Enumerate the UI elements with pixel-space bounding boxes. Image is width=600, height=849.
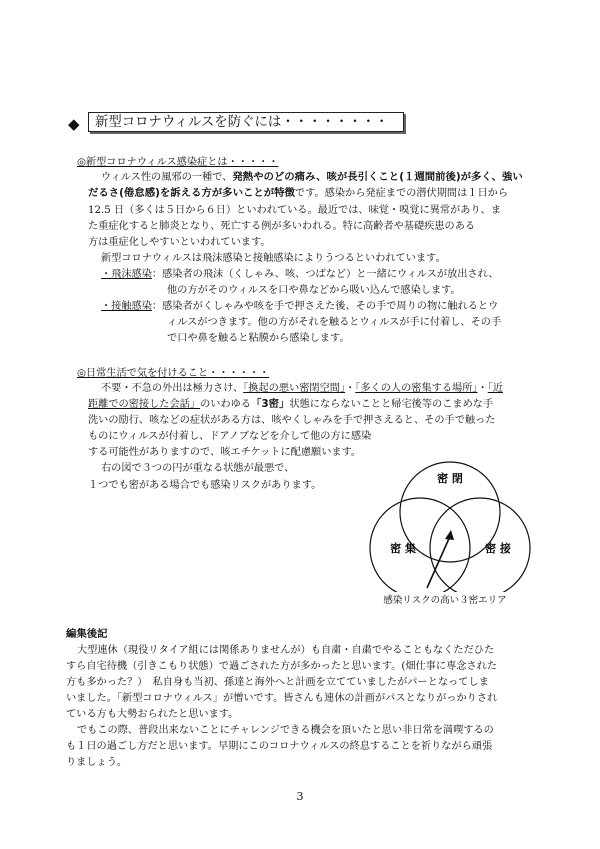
label-close-contact: 密 接 [485, 542, 511, 555]
section2-line-3: 洗いの励行、咳などの症状がある方は、咳やくしゃみを手で押さえると、その手で触った [88, 415, 496, 426]
text-span: 状態にならないことと帰宅後等のこまめな手 [289, 399, 494, 410]
droplet-line-2: 他の方がそのウィルスを口や鼻などから吸い込んで感染します。 [167, 285, 461, 296]
postscript-line-1: 大型連休（現役リタイア組には関係ありませんが）も自粛・自粛でやることもなくただひた [77, 645, 495, 656]
section1-line-2 [88, 186, 508, 201]
circle-crowded [370, 498, 470, 598]
postscript-heading: 編集後記 [66, 628, 108, 640]
title-marker: ◆ [68, 115, 80, 133]
text-span: ：感染者がくしゃみや咳を手で押さえた後、その手で周りの物に触れるとウ [151, 301, 499, 312]
section2-heading: ◎日常生活で気を付けること・・・・・・ [77, 368, 270, 379]
postscript-line-7: も１日の過ごし方だと思います。早期にこのコロナウィルスの終息することを祈りながら頑張 [66, 741, 493, 752]
droplet-infection [101, 267, 499, 282]
contact-line-3: で口や鼻を触ると粘膜から感染します。 [167, 333, 350, 344]
text-span: ・ [477, 383, 488, 394]
section1-line-1 [101, 170, 523, 185]
text-span: 不要・不急の外出は極力さけ、 [101, 383, 244, 394]
three-c-venn-diagram [365, 460, 550, 610]
postscript-line-3: 方も多かった？） 私自身も当初、孫達と海外へと計画を立てていましたがパーとなってしま [66, 677, 489, 688]
text-span: ウィルス性の風邪の一種で、 [101, 172, 233, 183]
closed-space-phrase: 「換起の悪い密閉空間」 [243, 383, 346, 394]
close-contact-phrase: 「近 [487, 383, 503, 394]
label-crowded: 密 集 [390, 542, 416, 555]
symptom-highlight: だるさ(倦怠感)を訴える方が多いことが特徴 [88, 187, 295, 199]
pointer-arrow-head [445, 530, 454, 540]
close-contact-phrase: 距離での密接した会話」 [88, 399, 201, 410]
section2-line-4: ものにウィルスが付着し、ドアノブなどを介して他の方に感染 [88, 431, 372, 442]
three-c-term: 「3密」 [251, 398, 290, 410]
postscript-line-6: でもこの際、普段出来ないことにチャレンジできる機会を頂いたと思い非日常を満喫するの [77, 725, 494, 736]
text-span: です。感染から発症までの潜伏期間は１日から [294, 188, 509, 199]
diagram-caption: 感染リスクの高い３密エリア [383, 595, 507, 606]
section1-heading: ◎新型コロナウィルス感染症とは・・・・・ [77, 157, 279, 168]
postscript-line-5: ている方も大勢おられたと思います。 [66, 709, 239, 720]
postscript-line-2: すら自宅待機（引きこもり状態）で過ごされた方が多かったと思います。(畑仕事に専念された [66, 661, 498, 672]
contact-term: ・接触感染 [101, 301, 152, 312]
section2-line-2 [88, 397, 493, 412]
section1-line-3: 12.5 日（多くは５日から６日）といわれている。最近では、味覚・嗅覚に異常があり、ま [88, 205, 502, 216]
text-span: のいわゆる [200, 399, 251, 410]
contact-line-2: ィルスがつきます。他の方がそれを触るとウィルスが手に付着し、その手 [167, 317, 502, 328]
section1-line-4: た重症化すると肺炎となり、死亡する例が多いわれる。特に高齢者や基礎疾患のある [88, 221, 476, 232]
text-span: ：感染者の飛沫（くしゃみ、咳、つばなど）と一緒にウィルスが放出され、 [151, 269, 499, 280]
section1-line-6: 新型コロナウィルスは飛沫感染と接触感染によりうつるといわれています。 [101, 253, 446, 264]
postscript-line-8: りましょう。 [66, 757, 128, 768]
section1-line-5: 方は重症化しやすいといわれています。 [88, 237, 271, 248]
page-number: 3 [296, 790, 304, 803]
page-title: 新型コロナウィルスを防ぐには・・・・・・・・ [88, 112, 404, 132]
label-closed: 密 閉 [437, 472, 463, 485]
droplet-term: ・飛沫感染 [101, 269, 152, 280]
section2-line-6: 右の図で３つの円が重なる状態が最悪で、 [101, 463, 295, 474]
section2-line-5: する可能性がありますので、咳エチケットに配慮願います。 [88, 447, 362, 458]
text-span: ・ [345, 383, 356, 394]
section2-line-7: １つでも密がある場合でも感染リスクがあります。 [88, 480, 322, 491]
symptom-highlight: 発熱やのどの痛み、咳が長引くこと(１週間前後)が多く、強い [232, 171, 523, 183]
postscript-line-4: いました。「新型コロナウィルス」が憎いです。皆さんも連休の計画がパスとなりがっかりされ [66, 693, 498, 704]
contact-infection [101, 299, 498, 314]
crowded-place-phrase: 「多くの人の密集する場所」 [355, 383, 478, 394]
section2-line-1 [101, 381, 503, 396]
